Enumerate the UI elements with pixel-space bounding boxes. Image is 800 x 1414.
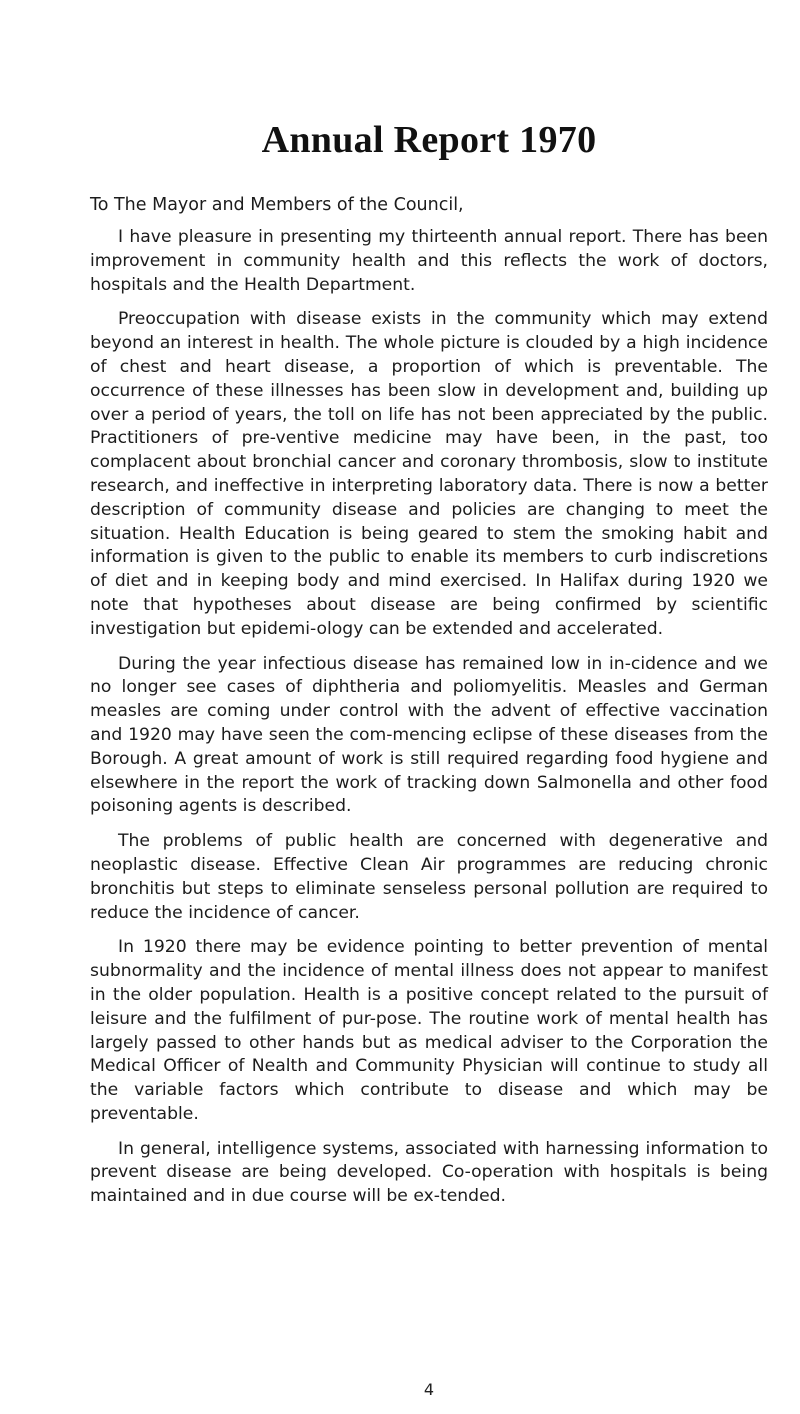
salutation: To The Mayor and Members of the Council, — [90, 195, 464, 215]
report-body — [90, 226, 768, 1220]
page-title: Annual Report 1970 — [261, 119, 597, 161]
paragraph-chronic-disease: Preoccupation with disease exists in the community which may extend beyond an interest in health. The whole picture is clouded by a high incidence of chest and heart disease, a proportion of which is preventable. The occurrence of these illnesses has been slow in development and, building up over a period of years, the toll on life has not been appreciated by the public. Practitioners of pre-ventive medicine may have been, in the past, too complacent about bronchial cancer and coronary thrombosis, slow to institute research, and ineffective in interpreting laboratory data. There is now a better description of community disease and policies are changing to meet the situation. Health Education is being geared to stem the smoking habit and information is given to the public to enable its members to curb indiscretions of diet and in keeping body and mind exercised. In Halifax during 1920 we note that hypotheses about disease are being confirmed by scientific investigation but epidemi-ology can be extended and accelerated. — [90, 309, 768, 639]
paragraph-public-health-problems: The problems of public health are concerned with degenerative and neoplastic disease. Effective Clean Air programmes are reducing chronic bronchitis but steps to eliminate senseless personal pollution are required to reduce the incidence of cancer. — [90, 831, 768, 923]
paragraph-intelligence-systems: In general, intelligence systems, associated with harnessing information to prevent disease are being developed. Co-operation with hospitals is being maintained and in due course will be ex-tended. — [90, 1138, 768, 1207]
paragraph-introduction: I have pleasure in presenting my thirteenth annual report. There has been improvement in community health and this reflects the work of doctors, hospitals and the Health Department. — [90, 227, 768, 295]
page-number: 4 — [423, 1380, 435, 1399]
paragraph-mental-health: In 1920 there may be evidence pointing to better prevention of mental subnormality and the incidence of mental illness does not appear to manifest in the older population. Health is a positive concept related to the pursuit of leisure and the fulfilment of pur-pose. The routine work of mental health has largely passed to other hands but as medical adviser to the Corporation the Medical Officer of Nealth and Community Physician will continue to study all the variable factors which contribute to disease and which may be preventable. — [90, 937, 768, 1124]
document-page — [90, 0, 768, 1414]
paragraph-infectious-disease: During the year infectious disease has remained low in in-cidence and we no longer see cases of diphtheria and poliomyelitis. Measles and German measles are coming under control with the advent of effective vaccination and 1920 may have seen the com-mencing eclipse of these diseases from the Borough. A great amount of work is still required regarding food hygiene and elsewhere in the report the work of tracking down Salmonella and other food poisoning agents is described. — [90, 653, 768, 817]
